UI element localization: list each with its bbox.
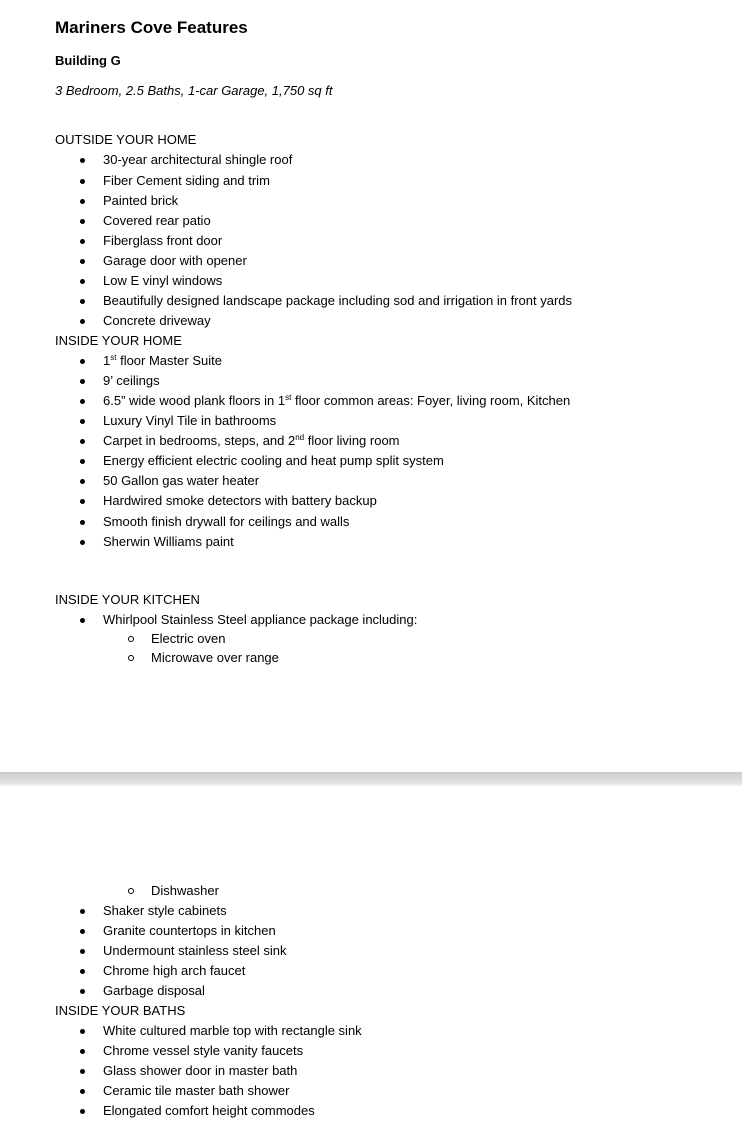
list-item: Elongated comfort height commodes <box>0 1102 742 1122</box>
list-item: Glass shower door in master bath <box>0 1062 742 1082</box>
list-item: Hardwired smoke detectors with battery backup <box>0 492 742 512</box>
bullet-icon <box>80 1089 85 1094</box>
home-summary: 3 Bedroom, 2.5 Baths, 1-car Garage, 1,750 sq ft <box>55 83 333 98</box>
list-item: Sherwin Williams paint <box>0 533 742 553</box>
building-label: Building G <box>55 53 121 68</box>
bullet-icon <box>80 949 85 954</box>
bullet-icon <box>80 1029 85 1034</box>
sub-list-item: Dishwasher <box>0 882 742 902</box>
bullet-icon <box>80 520 85 525</box>
document-title: Mariners Cove Features <box>55 18 248 37</box>
bullet-icon <box>80 439 85 444</box>
bullet-icon <box>80 179 85 184</box>
sub-list-item: Electric oven <box>0 630 742 650</box>
bullet-icon <box>80 459 85 464</box>
list-item: Garage door with opener <box>0 252 742 272</box>
list-item: 1st floor Master Suite <box>0 352 742 372</box>
bullet-icon <box>80 419 85 424</box>
bullet-icon <box>80 1049 85 1054</box>
bullet-icon <box>80 299 85 304</box>
list-item: 30-year architectural shingle roof <box>0 151 742 171</box>
list-item: 6.5” wide wood plank floors in 1st floor common areas: Foyer, living room, Kitchen <box>0 392 742 412</box>
document-page-2 <box>0 786 742 1136</box>
bullet-icon <box>80 219 85 224</box>
section-heading-kitchen: INSIDE YOUR KITCHEN <box>55 592 200 607</box>
list-item: Low E vinyl windows <box>0 272 742 292</box>
page-break <box>0 772 742 786</box>
list-item: Smooth finish drywall for ceilings and walls <box>0 513 742 533</box>
bullet-icon <box>80 199 85 204</box>
bullet-icon <box>80 239 85 244</box>
list-item: Shaker style cabinets <box>0 902 742 922</box>
section-heading-baths: INSIDE YOUR BATHS <box>55 1003 186 1018</box>
bullet-icon <box>80 399 85 404</box>
list-item: White cultured marble top with rectangle sink <box>0 1022 742 1042</box>
bullet-icon <box>80 279 85 284</box>
bullet-icon <box>80 499 85 504</box>
list-item: Granite countertops in kitchen <box>0 922 742 942</box>
sub-list-item: Microwave over range <box>0 649 742 669</box>
bullet-icon <box>80 1109 85 1114</box>
bullet-icon <box>80 479 85 484</box>
circle-bullet-icon <box>128 636 134 642</box>
bullet-icon <box>80 158 85 163</box>
list-item: 50 Gallon gas water heater <box>0 472 742 492</box>
bullet-icon <box>80 259 85 264</box>
list-item: Luxury Vinyl Tile in bathrooms <box>0 412 742 432</box>
list-item: Fiber Cement siding and trim <box>0 172 742 192</box>
list-item: Energy efficient electric cooling and heat pump split system <box>0 452 742 472</box>
list-item: Beautifully designed landscape package including sod and irrigation in front yards <box>0 292 742 312</box>
bullet-icon <box>80 359 85 364</box>
section-heading-outside: OUTSIDE YOUR HOME <box>55 132 197 147</box>
list-item: Garbage disposal <box>0 982 742 1002</box>
list-item: Whirlpool Stainless Steel appliance package including: <box>0 611 742 631</box>
list-item: Concrete driveway <box>0 312 742 332</box>
list-item: Painted brick <box>0 192 742 212</box>
circle-bullet-icon <box>128 655 134 661</box>
section-heading-inside: INSIDE YOUR HOME <box>55 333 182 348</box>
list-item: Fiberglass front door <box>0 232 742 252</box>
bullet-icon <box>80 969 85 974</box>
bullet-icon <box>80 1069 85 1074</box>
bullet-icon <box>80 540 85 545</box>
list-item: Chrome vessel style vanity faucets <box>0 1042 742 1062</box>
bullet-icon <box>80 989 85 994</box>
list-item: Covered rear patio <box>0 212 742 232</box>
list-item: Carpet in bedrooms, steps, and 2nd floor living room <box>0 432 742 452</box>
bullet-icon <box>80 319 85 324</box>
list-item: Chrome high arch faucet <box>0 962 742 982</box>
bullet-icon <box>80 909 85 914</box>
bullet-icon <box>80 929 85 934</box>
list-item: Undermount stainless steel sink <box>0 942 742 962</box>
list-item: Ceramic tile master bath shower <box>0 1082 742 1102</box>
list-item: 9’ ceilings <box>0 372 742 392</box>
bullet-icon <box>80 379 85 384</box>
circle-bullet-icon <box>128 888 134 894</box>
bullet-icon <box>80 618 85 623</box>
